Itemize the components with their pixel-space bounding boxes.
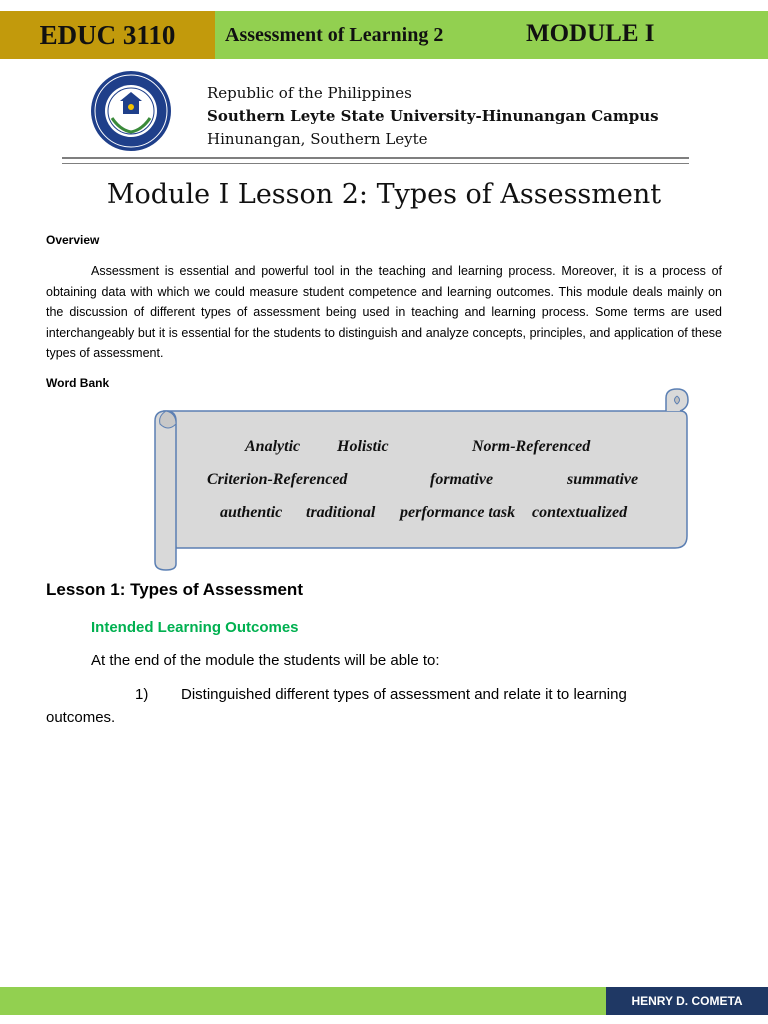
outcome-text: Distinguished different types of assessment and relate it to learning [181, 686, 627, 703]
footer-author: HENRY D. COMETA [606, 987, 768, 1015]
course-code: EDUC 3110 [0, 11, 215, 59]
header-bar [215, 11, 768, 59]
term-authentic: authentic [220, 504, 283, 521]
term-analytic: Analytic [245, 438, 301, 455]
module-label: MODULE I [526, 20, 655, 47]
institution-line-republic: Republic of the Philippines [207, 84, 412, 102]
term-traditional: traditional [306, 504, 376, 521]
term-summative: summative [567, 471, 639, 488]
term-formative: formative [430, 471, 494, 488]
institution-line-location: Hinunangan, Southern Leyte [207, 130, 428, 148]
term-contextualized: contextualized [532, 504, 628, 521]
overview-heading: Overview [46, 233, 100, 247]
overview-paragraph: Assessment is essential and powerful tool in the teaching and learning process. Moreover, it is a process of obtaining data with which we could measure student competence and learning outcomes. This module deals mainly on the discussion of different types of assessment being used in teaching and learning process. Some terms are used interchangeably but it is essential for the students to distinguish and analyze concepts, principles, and application of these types of assessment. [46, 264, 722, 360]
outcome-text-continued: outcomes. [46, 709, 116, 726]
course-title: Assessment of Learning 2 [225, 24, 444, 46]
term-criterion-referenced: Criterion-Referenced [207, 471, 348, 488]
institution-block [207, 82, 659, 151]
ilo-heading: Intended Learning Outcomes [91, 619, 299, 636]
outcome-number: 1) [135, 686, 149, 703]
footer-bar [0, 987, 606, 1015]
term-holistic: Holistic [337, 438, 389, 455]
header-divider-thin [62, 163, 689, 164]
university-seal-icon [90, 70, 172, 152]
module-title: Module I Lesson 2: Types of Assessment [106, 179, 662, 210]
header-divider [62, 157, 689, 159]
ilo-intro: At the end of the module the students will be able to: [91, 652, 440, 669]
term-performance-task: performance task [400, 504, 516, 521]
word-bank-heading: Word Bank [46, 376, 110, 390]
lesson-heading: Lesson 1: Types of Assessment [46, 580, 303, 599]
term-norm-referenced: Norm-Referenced [472, 438, 591, 455]
institution-line-university: Southern Leyte State University-Hinunangan Campus [207, 107, 659, 125]
